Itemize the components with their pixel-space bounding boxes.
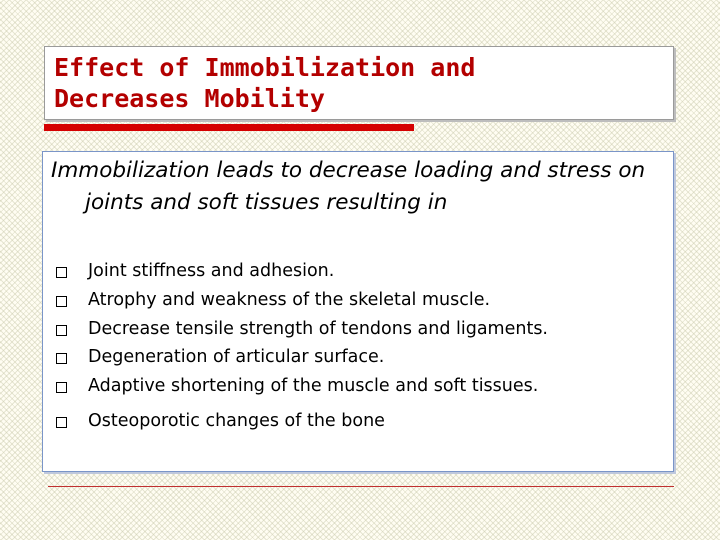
square-bullet-icon [56,382,67,393]
bullet-item [43,257,673,286]
slide-title-line-2: Decreases Mobility [54,84,325,113]
slide-title-line-1: Effect of Immobilization and [54,53,476,82]
title-accent-bar [44,124,414,131]
bullet-text: Joint stiffness and adhesion. [88,261,335,281]
title-box [44,46,674,120]
bullet-item [43,372,673,401]
slide-title [54,52,475,114]
content-box [42,151,674,472]
square-bullet-icon [56,267,67,278]
square-bullet-icon [56,353,67,364]
bottom-divider [48,486,674,487]
bullet-item [43,286,673,315]
bullet-text: Degeneration of articular surface. [88,347,385,367]
bullet-text: Osteoporotic changes of the bone [88,411,385,431]
bullet-item [43,343,673,372]
square-bullet-icon [56,296,67,307]
bullet-text: Decrease tensile strength of tendons and ligaments. [88,319,548,339]
bullet-item [43,407,673,436]
square-bullet-icon [56,325,67,336]
bullet-text: Atrophy and weakness of the skeletal muscle. [88,290,491,310]
square-bullet-icon [56,417,67,428]
intro-text: Immobilization leads to decrease loading and stress on joints and soft tissues resulting in [51,158,646,215]
bullet-item [43,315,673,344]
bullet-text: Adaptive shortening of the muscle and soft tissues. [88,376,539,396]
